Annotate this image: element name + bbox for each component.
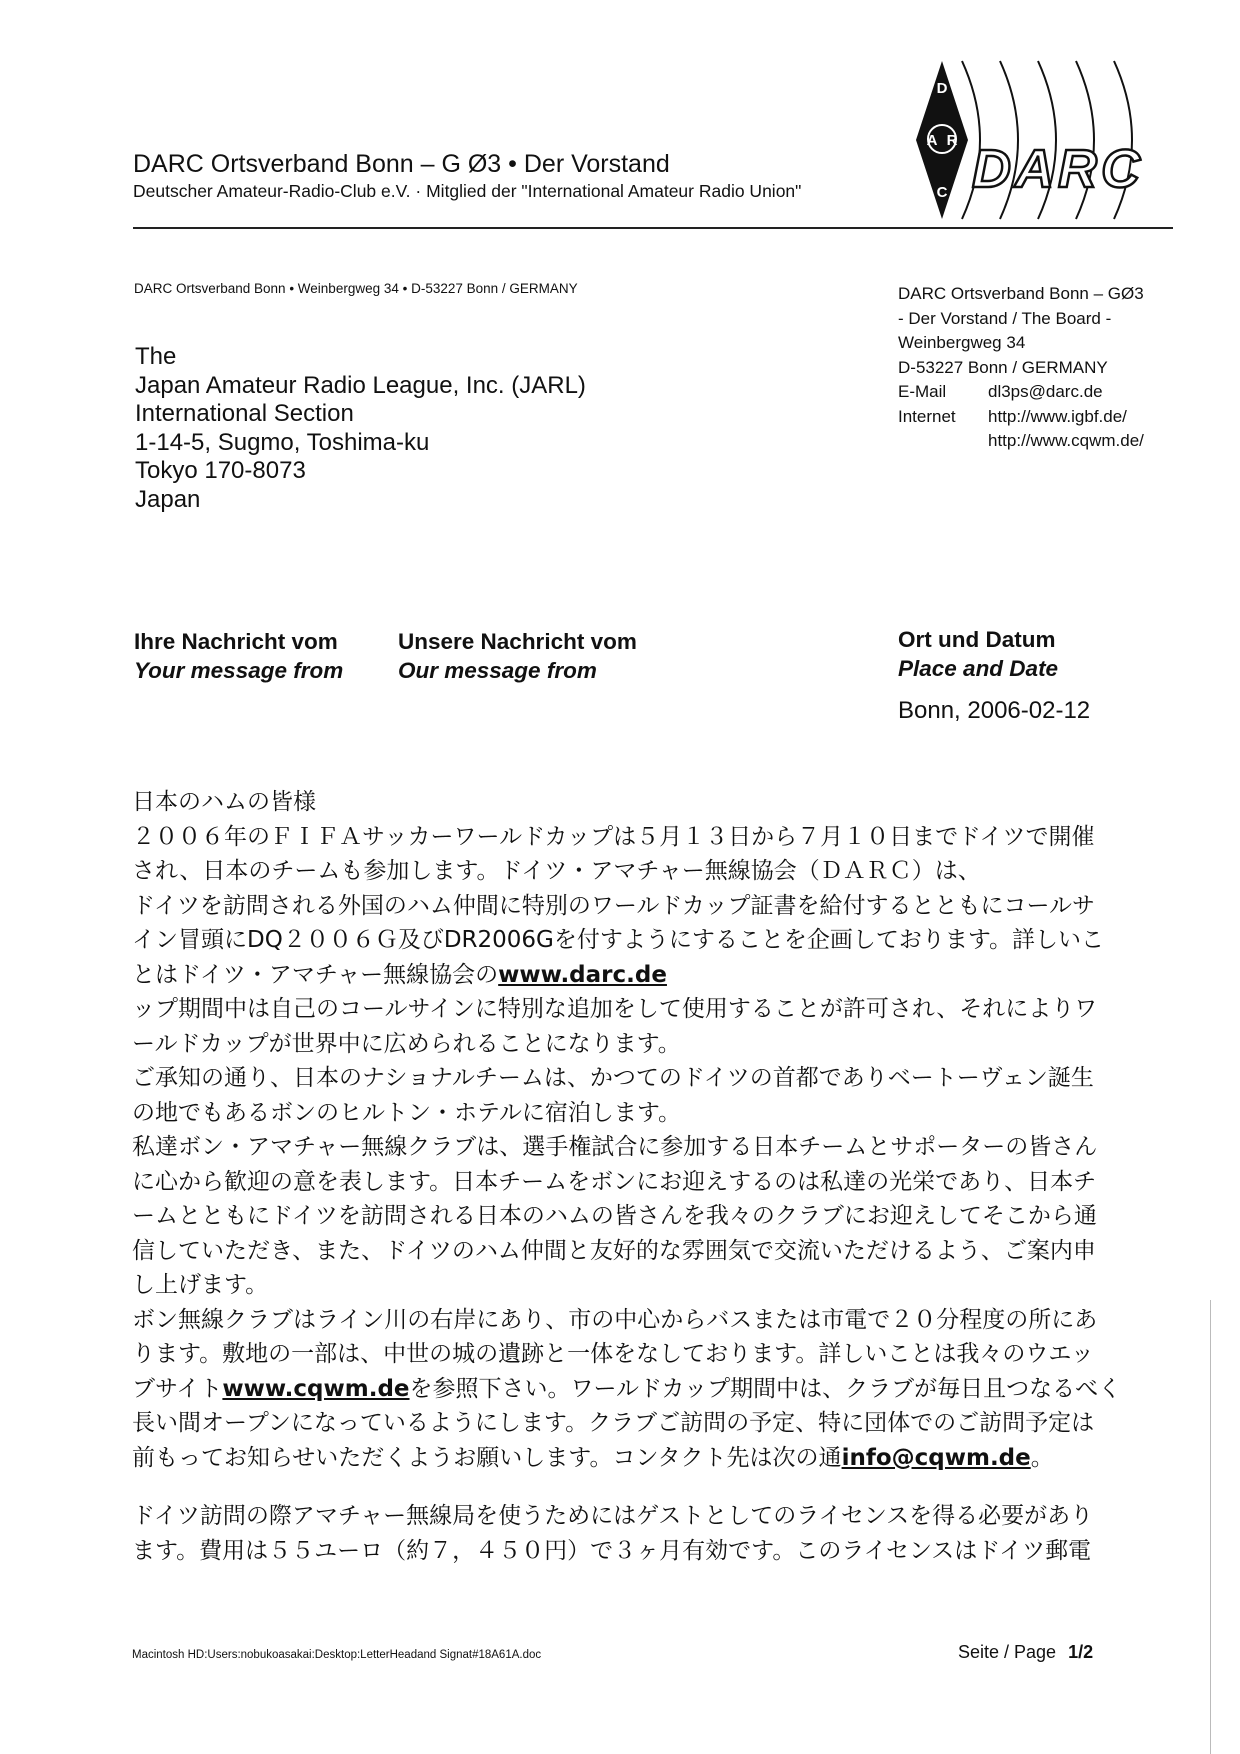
your-message-reference: [134, 627, 343, 685]
body-line: 長い間オープンになっているようにします。クラブご訪問の予定、特に団体でのご訪問予定は: [132, 1410, 1095, 1436]
letterhead-title: DARC Ortsverband Bonn – G Ø3 • Der Vorstand: [133, 150, 670, 178]
body-line: [132, 958, 1187, 993]
body-line: の地でもあるボンのヒルトン・ホテルに宿泊します。: [132, 1099, 682, 1126]
internet-row: [898, 405, 1144, 430]
place-date-label-en: Place and Date: [898, 656, 1059, 681]
logo-letter-r: R: [946, 132, 958, 149]
body-line: ２００６年のＦＩＦＡサッカーワールドカップは５月１３日から７月１０日までドイツで開催: [132, 823, 1095, 850]
internet-label: Internet: [898, 406, 956, 426]
body-line: ます。費用は５５ユーロ（約７，４５０円）で３ヶ月有効です。このライセンスはドイツ郵電: [132, 1537, 1092, 1564]
page-number: 1/2: [1068, 1642, 1094, 1662]
logo-letter-c: C: [936, 184, 948, 201]
body-line: ご承知の通り、日本のナショナルチームは、かつてのドイツの首都でありベートーヴェン誕生: [132, 1065, 1094, 1091]
body-line: 日本のハムの皆様: [132, 789, 316, 815]
page-label: Seite / Page: [958, 1642, 1057, 1662]
logo-wordmark: DARC: [972, 139, 1144, 199]
body-line: ップ期間中は自己のコールサインに特別な追加をして使用することが許可され、それによりワ: [132, 996, 1098, 1022]
place-date-reference: [898, 625, 1058, 683]
body-line: ームとともにドイツを訪問される日本のハムの皆さんを我々のクラブにお迎えしてそこから通: [132, 1203, 1097, 1229]
website-url-1: http://www.igbf.de/: [988, 406, 1127, 426]
email-value: dl3ps@darc.de: [988, 382, 1103, 401]
body-line: され、日本のチームも参加します。ドイツ・アマチャー無線協会（ＤＡＲＣ）は、: [132, 858, 981, 884]
our-message-label-de: Unsere Nachricht vom: [398, 629, 637, 654]
your-message-label-en: Your message from: [134, 658, 344, 683]
letterhead-subtitle: Deutscher Amateur-Radio-Club e.V. · Mitglied der "International Amateur Radio Union": [133, 181, 802, 201]
paragraph-gap: [132, 1475, 1187, 1499]
website-url-2: http://www.cqwm.de/: [988, 431, 1144, 450]
board-contact-block: [898, 282, 1144, 454]
body-text: とはドイツ・アマチャー無線協会の: [132, 961, 499, 988]
body-line: イン冒頭にDQ２００６Ｇ及びDR2006Gを付すようにすることを企画しております。詳しいこ: [132, 927, 1105, 953]
recipient-address: [135, 343, 586, 514]
body-line: ドイツを訪問される外国のハム仲間に特別のワールドカップ証書を給付するとともにコールサ: [132, 892, 1096, 919]
your-message-label-de: Ihre Nachricht vom: [134, 629, 338, 654]
body-text: を参照下さい。ワールドカップ期間中は、クラブが毎日且つなるべく: [409, 1375, 1122, 1402]
board-line: - Der Vorstand / The Board -: [898, 308, 1112, 328]
our-message-reference: [398, 627, 637, 685]
place-date-value: Bonn, 2006-02-12: [898, 697, 1091, 724]
board-line: D-53227 Bonn / GERMANY: [898, 357, 1108, 377]
board-line: DARC Ortsverband Bonn – GØ3: [898, 284, 1144, 303]
body-line: ボン無線クラブはライン川の右岸にあり、市の中心からバスまたは市電で２０分程度の所にあ: [132, 1306, 1098, 1333]
darc-logo: [890, 55, 1180, 225]
letter-body: [132, 785, 1187, 1568]
recipient-line: Tokyo 170-8073: [135, 457, 306, 484]
email-label: E-Mail: [898, 382, 947, 401]
recipient-line: 1-14-5, Sugmo, Toshima-ku: [135, 428, 430, 456]
footer-file-path: Macintosh HD:Users:nobukoasakai:Desktop:LetterHeadand Signat#18A61A.doc: [132, 1649, 542, 1661]
our-message-label-en: Our message from: [398, 658, 597, 683]
place-date-label-de: Ort und Datum: [898, 627, 1056, 652]
contact-email-link[interactable]: info@cqwm.de: [841, 1444, 1031, 1471]
page-indicator: [958, 1642, 1093, 1663]
body-line: 私達ボン・アマチャー無線クラブは、選手権試合に参加する日本チームとサポーターの皆さん: [132, 1134, 1098, 1160]
body-line: ります。敷地の一部は、中世の城の遺跡と一体をなしております。詳しいことは我々のウエッ: [132, 1341, 1094, 1367]
header-divider: [133, 227, 1173, 229]
email-row: [898, 380, 1144, 405]
body-line: [132, 1372, 1187, 1407]
body-line: に心から歓迎の意を表します。日本チームをボンにお迎えするのは私達の光栄であり、日本チ: [132, 1168, 1097, 1195]
scan-edge-line: [1210, 1300, 1211, 1754]
body-line: [132, 1441, 1187, 1476]
body-text: 前もってお知らせいただくようお願いします。コンタクト先は次の通: [132, 1444, 842, 1471]
body-line: ドイツ訪問の際アマチャー無線局を使うためにはゲストとしてのライセンスを得る必要があり: [132, 1503, 1094, 1529]
body-line: 信していただき、また、ドイツのハム仲間と友好的な雰囲気で交流いただけるよう、ご案内申: [132, 1237, 1096, 1264]
body-line: ールドカップが世界中に広められることになります。: [132, 1030, 681, 1057]
recipient-line: International Section: [135, 400, 354, 427]
logo-letter-a: A: [926, 132, 938, 149]
sender-return-address: DARC Ortsverband Bonn • Weinbergweg 34 • D-53227 Bonn / GERMANY: [134, 281, 578, 296]
logo-letter-d: D: [936, 80, 948, 97]
board-line: Weinbergweg 34: [898, 333, 1026, 352]
recipient-line: Japan Amateur Radio League, Inc. (JARL): [135, 371, 586, 399]
body-line: し上げます。: [132, 1272, 269, 1298]
body-text: ブサイト: [132, 1375, 223, 1402]
recipient-line: The: [135, 343, 177, 370]
darc-website-link[interactable]: www.darc.de: [498, 961, 667, 988]
cqwm-website-link[interactable]: www.cqwm.de: [222, 1375, 410, 1402]
body-text: 。: [1030, 1444, 1054, 1471]
recipient-line: Japan: [135, 485, 201, 513]
